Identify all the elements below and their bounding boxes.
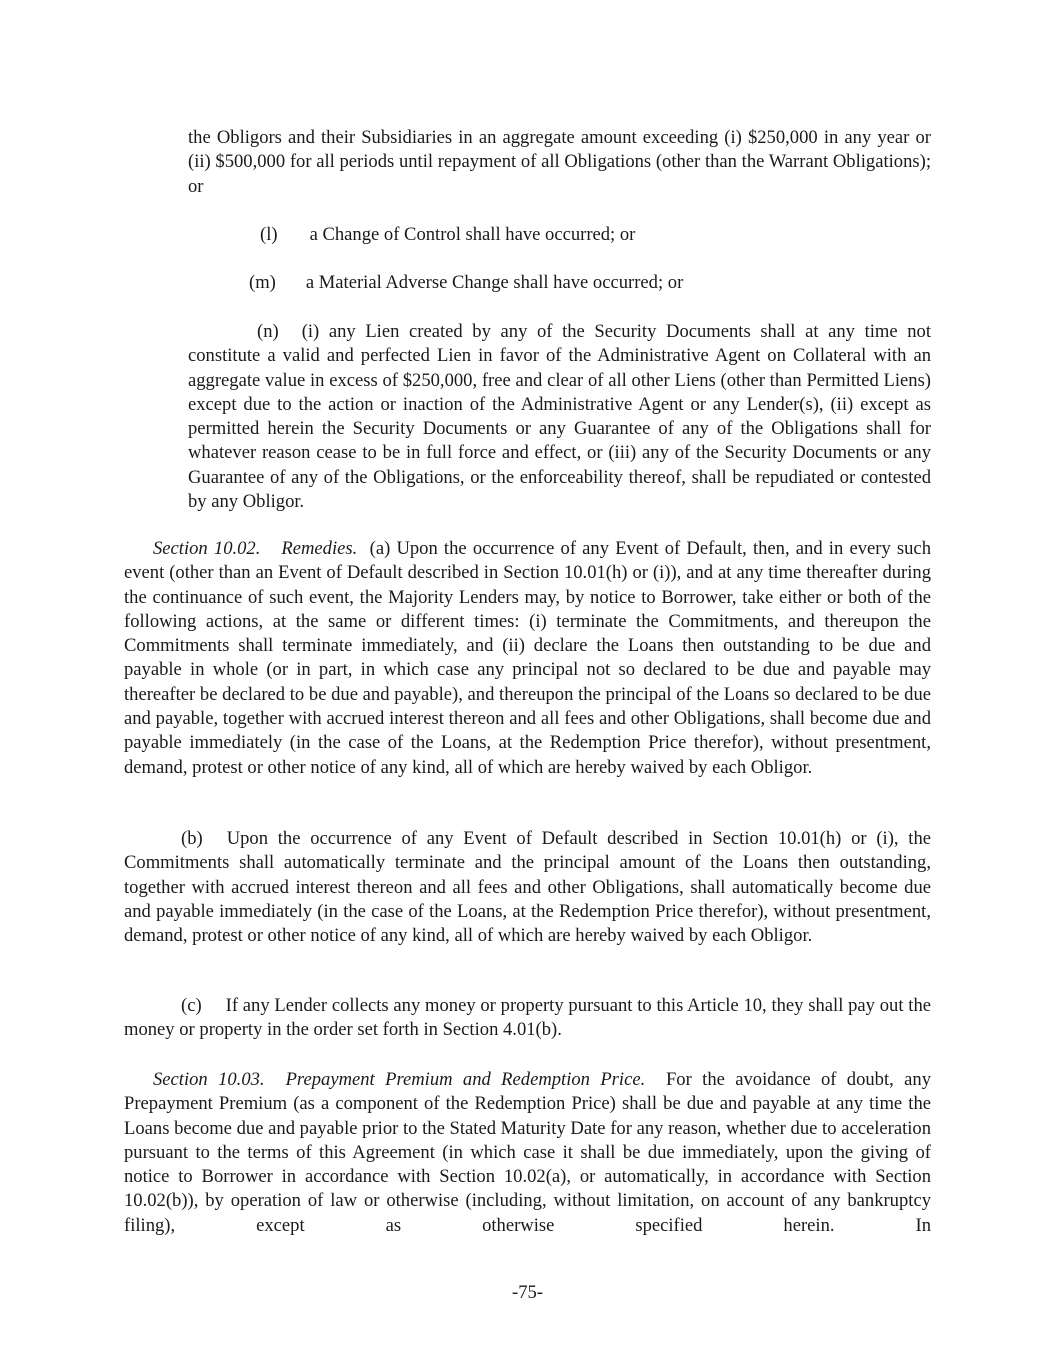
section-10-03-title: Prepayment Premium and Redemption Price. <box>285 1069 646 1090</box>
section-10-03 <box>124 1068 931 1238</box>
item-m-label: (m) <box>249 272 276 293</box>
intro-paragraph: the Obligors and their Subsidiaries in an aggregate amount exceeding (i) $250,000 in any year or (ii) $500,000 for all periods until repayment of all Obligations (other than the Warrant Obligations); or <box>188 127 931 197</box>
item-n <box>188 320 931 514</box>
page-number: -75- <box>512 1282 543 1303</box>
item-m-text: a Material Adverse Change shall have occurred; or <box>305 272 684 293</box>
section-10-02-title: Remedies. <box>281 538 358 559</box>
section-10-02-number: Section 10.02. <box>153 538 261 559</box>
item-l-text: a Change of Control shall have occurred; or <box>309 224 636 245</box>
section-10-03-text: For the avoidance of doubt, any Prepayment Premium (as a component of the Redemption Price) shall be due and payable at any time the Loans become due and payable prior to the Stated Maturity Date for any reason, whether due to acceleration pursuant to the terms of this Agreement (in which case it shall be due immediately, upon the giving of notice to Borrower in accordance with Section 10.02(a), or automatically, in accordance with Section 10.02(b)), by operation of law or otherwise (including, without limitation, on account of any bankruptcy filing), except as otherwise specified herein. In <box>124 1069 931 1236</box>
paragraph-c <box>124 994 931 1043</box>
item-l <box>260 223 635 247</box>
section-10-03-number: Section 10.03. <box>153 1069 265 1090</box>
item-n-label: (n) <box>257 321 279 342</box>
section-10-02-text: (a) Upon the occurrence of any Event of Default, then, and in every such event (other than an Event of Default described in Section 10.01(h) or (i)), and at any time thereafter during the continuance of such event, the Majority Lenders may, by notice to Borrower, take either or both of the following actions, at the same or different times: (i) terminate the Commitments, and thereupon the Commitments shall terminate immediately, and (ii) declare the Loans then outstanding to be due and payable in whole (or in part, in which case any principal not so declared to be due and payable may thereafter be declared to be due and payable), and thereupon the principal of the Loans so declared to be due and payable, together with accrued interest thereon and all fees and other Obligations, shall become due and payable immediately (in the case of the Loans, at the Redemption Price therefor), without presentment, demand, protest or other notice of any kind, all of which are hereby waived by each Obligor. <box>124 538 931 778</box>
item-m <box>249 271 683 295</box>
paragraph-b <box>124 827 931 948</box>
section-10-02 <box>124 537 931 780</box>
paragraph-c-label: (c) <box>181 995 202 1016</box>
item-n-text: (i) any Lien created by any of the Security Documents shall at any time not constitute a valid and perfected Lien in favor of the Administrative Agent on Collateral with an aggregate value in excess of $250,000, free and clear of all other Liens (other than Permitted Liens) except due to the action or inaction of the Administrative Agent or any Lender(s), (ii) except as permitted herein the Security Documents or any Guarantee of any of the Obligations shall for whatever reason cease to be in full force and effect, or (iii) any of the Security Documents or any Guarantee of any of the Obligations, or the enforceability thereof, shall be repudiated or contested by any Obligor. <box>188 321 931 513</box>
item-l-label: (l) <box>260 224 278 245</box>
paragraph-b-text: Upon the occurrence of any Event of Default described in Section 10.01(h) or (i), the Commitments shall automatically terminate and the principal amount of the Loans then outstanding, together with accrued interest thereon and all fees and other Obligations, shall automatically become due and payable immediately (in the case of the Loans, at the Redemption Price therefor), without presentment, demand, protest or other notice of any kind, all of which are hereby waived by each Obligor. <box>124 828 931 947</box>
paragraph-c-text: If any Lender collects any money or property pursuant to this Article 10, they shall pay out the money or property in the order set forth in Section 4.01(b). <box>124 995 931 1041</box>
paragraph-b-label: (b) <box>181 828 203 849</box>
